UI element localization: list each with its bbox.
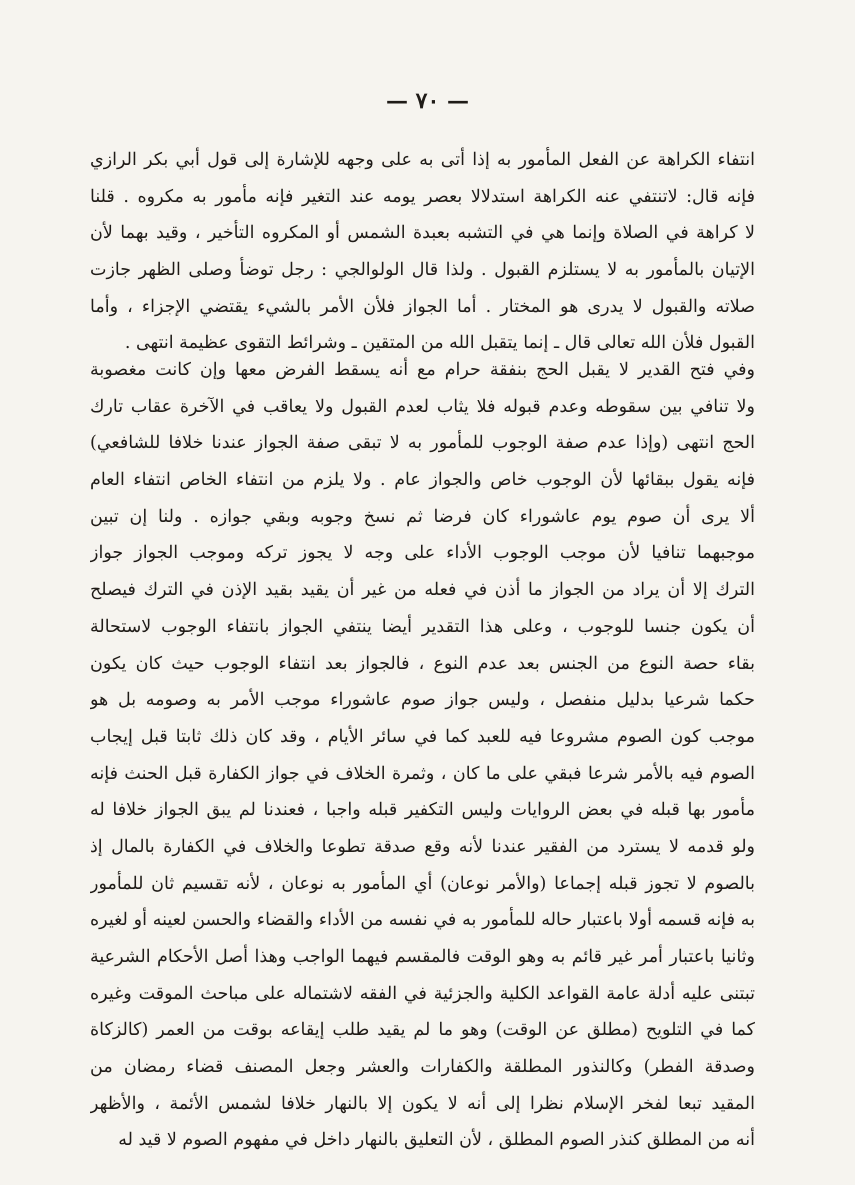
text-line: لا كراهة في الصلاة وإنما هي في التشبه بعبدة الشمس أو المكروه التأخير ، وقيد بهما لأن — [90, 223, 755, 244]
text-line: الترك إلا أن يراد من الجواز ما أذن في فعله من غير أن يقيد بقيد الإذن في الترك فيصلح — [90, 580, 755, 601]
text-line: ألا يرى أن صوم يوم عاشوراء كان فرضا ثم نسخ وجوبه وبقي جوازه . ولنا إن تبين — [90, 506, 755, 527]
text-line: كما في التلويح (مطلق عن الوقت) وهو ما لم يقيد طلب إيقاعه بوقت من العمر (كالزكاة — [90, 1020, 755, 1041]
text-line: الحج انتهى (وإذا عدم صفة الوجوب للمأمور به لا تبقى صفة الجواز عندنا خلافا للشافعي) — [90, 433, 755, 454]
text-line: ولا تنافي بين سقوطه وعدم قبوله فلا يثاب لعدم القبول ولا يعاقب في الآخرة عقاب تارك — [90, 396, 755, 417]
text-line: تبتنى عليه أدلة عامة القواعد الكلية والجزئية في الفقه لاشتماله على مباحث الموقت وغيره — [90, 983, 755, 1004]
text-line: مأمور بها قبله في بعض الروايات وليس التكفير قبله واجبا ، فعندنا لم يبق الجواز خلافا له — [90, 800, 755, 821]
text-line: فإنه قال: لاتنتفي عنه الكراهة استدلالا بعصر يومه عند التغير فإنه مأمور به مكروه . قلنا — [90, 186, 755, 207]
paragraph-2 — [90, 352, 755, 1159]
paragraph-1 — [90, 142, 755, 362]
text-line: موجبهما تنافيا لأن موجب الوجوب الأداء على وجه لا يجوز تركه وموجب الجواز جواز — [90, 543, 755, 564]
text-line: بقاء حصة النوع من الجنس بعد عدم النوع ، فالجواز بعد انتفاء الوجوب حيث كان يكون — [90, 653, 755, 674]
text-line: وفي فتح القدير لا يقبل الحج بنفقة حرام مع أنه يسقط الفرض معها وإن كانت مغصوبة — [90, 360, 755, 380]
page-number: — ٧٠ — — [386, 88, 469, 114]
text-line: بالصوم لا تجوز قبله إجماعا (والأمر نوعان) أي المأمور به نوعان ، لأنه تقسيم ثان للمأمور — [90, 873, 755, 894]
text-line: صلاته والقبول لا يدرى هو المختار . أما الجواز فلأن الأمر بالشيء يقتضي الإجزاء ، وأما — [90, 296, 755, 317]
text-line: فإنه يقول ببقائها لأن الوجوب خاص والجواز عام . ولا يلزم من انتفاء الخاص انتفاء العام — [90, 470, 755, 491]
text-line: القبول فلأن الله تعالى قال ـ إنما يتقبل الله من المتقين ـ وشرائط التقوى عظيمة انتهى . — [124, 333, 755, 354]
text-line: الصوم فيه بالأمر شرعا فبقي على ما كان ، وثمرة الخلاف في جواز الكفارة قبل الحنث فإنه — [90, 763, 755, 784]
text-line: أنه من المطلق كنذر الصوم المطلق ، لأن التعليق بالنهار داخل في مفهوم الصوم لا قيد له — [118, 1130, 755, 1151]
text-line: وصدقة الفطر) وكالنذور المطلقة والكفارات والعشر وجعل المصنف قضاء رمضان من — [90, 1057, 755, 1078]
text-line: الإتيان بالمأمور به لا يستلزم القبول . ولذا قال الولوالجي : رجل توضأ وصلى الظهر جازت — [90, 260, 755, 281]
text-line: به فإنه قسمه أولا باعتبار حاله للمأمور به في نفسه من الأداء والقضاء والحسن لعينه أو لغيره — [90, 910, 755, 931]
text-line: المقيد تبعا لفخر الإسلام نظرا إلى أنه لا يكون إلا بالنهار خلافا لشمس الأئمة ، والأظهر — [90, 1093, 755, 1114]
text-line: موجب كون الصوم مشروعا فيه للعبد كما في سائر الأيام ، وقد كان ذلك ثابتا قبل إيجاب — [90, 726, 755, 747]
text-line: وثانيا باعتبار أمر غير قائم به وهو الوقت فالمقسم فيهما الواجب وهذا أصل الأحكام الشرعية — [90, 947, 755, 967]
text-line: أن يكون جنسا للوجوب ، وعلى هذا التقدير أيضا ينتفي الجواز بانتفاء الوجوب لاستحالة — [90, 616, 755, 637]
text-line: حكما شرعيا بدليل منفصل ، وليس جواز صوم عاشوراء موجب الأمر به وصومه بل هو — [90, 690, 755, 711]
text-line: ولو قدمه لا يسترد من الفقير عندنا لأنه وقع صدقة تطوعا والخلاف في الكفارة بالمال إذ — [90, 836, 755, 857]
text-line: انتفاء الكراهة عن الفعل المأمور به إذا أتى به على وجهه للإشارة إلى قول أبي بكر الرازي — [90, 150, 755, 170]
